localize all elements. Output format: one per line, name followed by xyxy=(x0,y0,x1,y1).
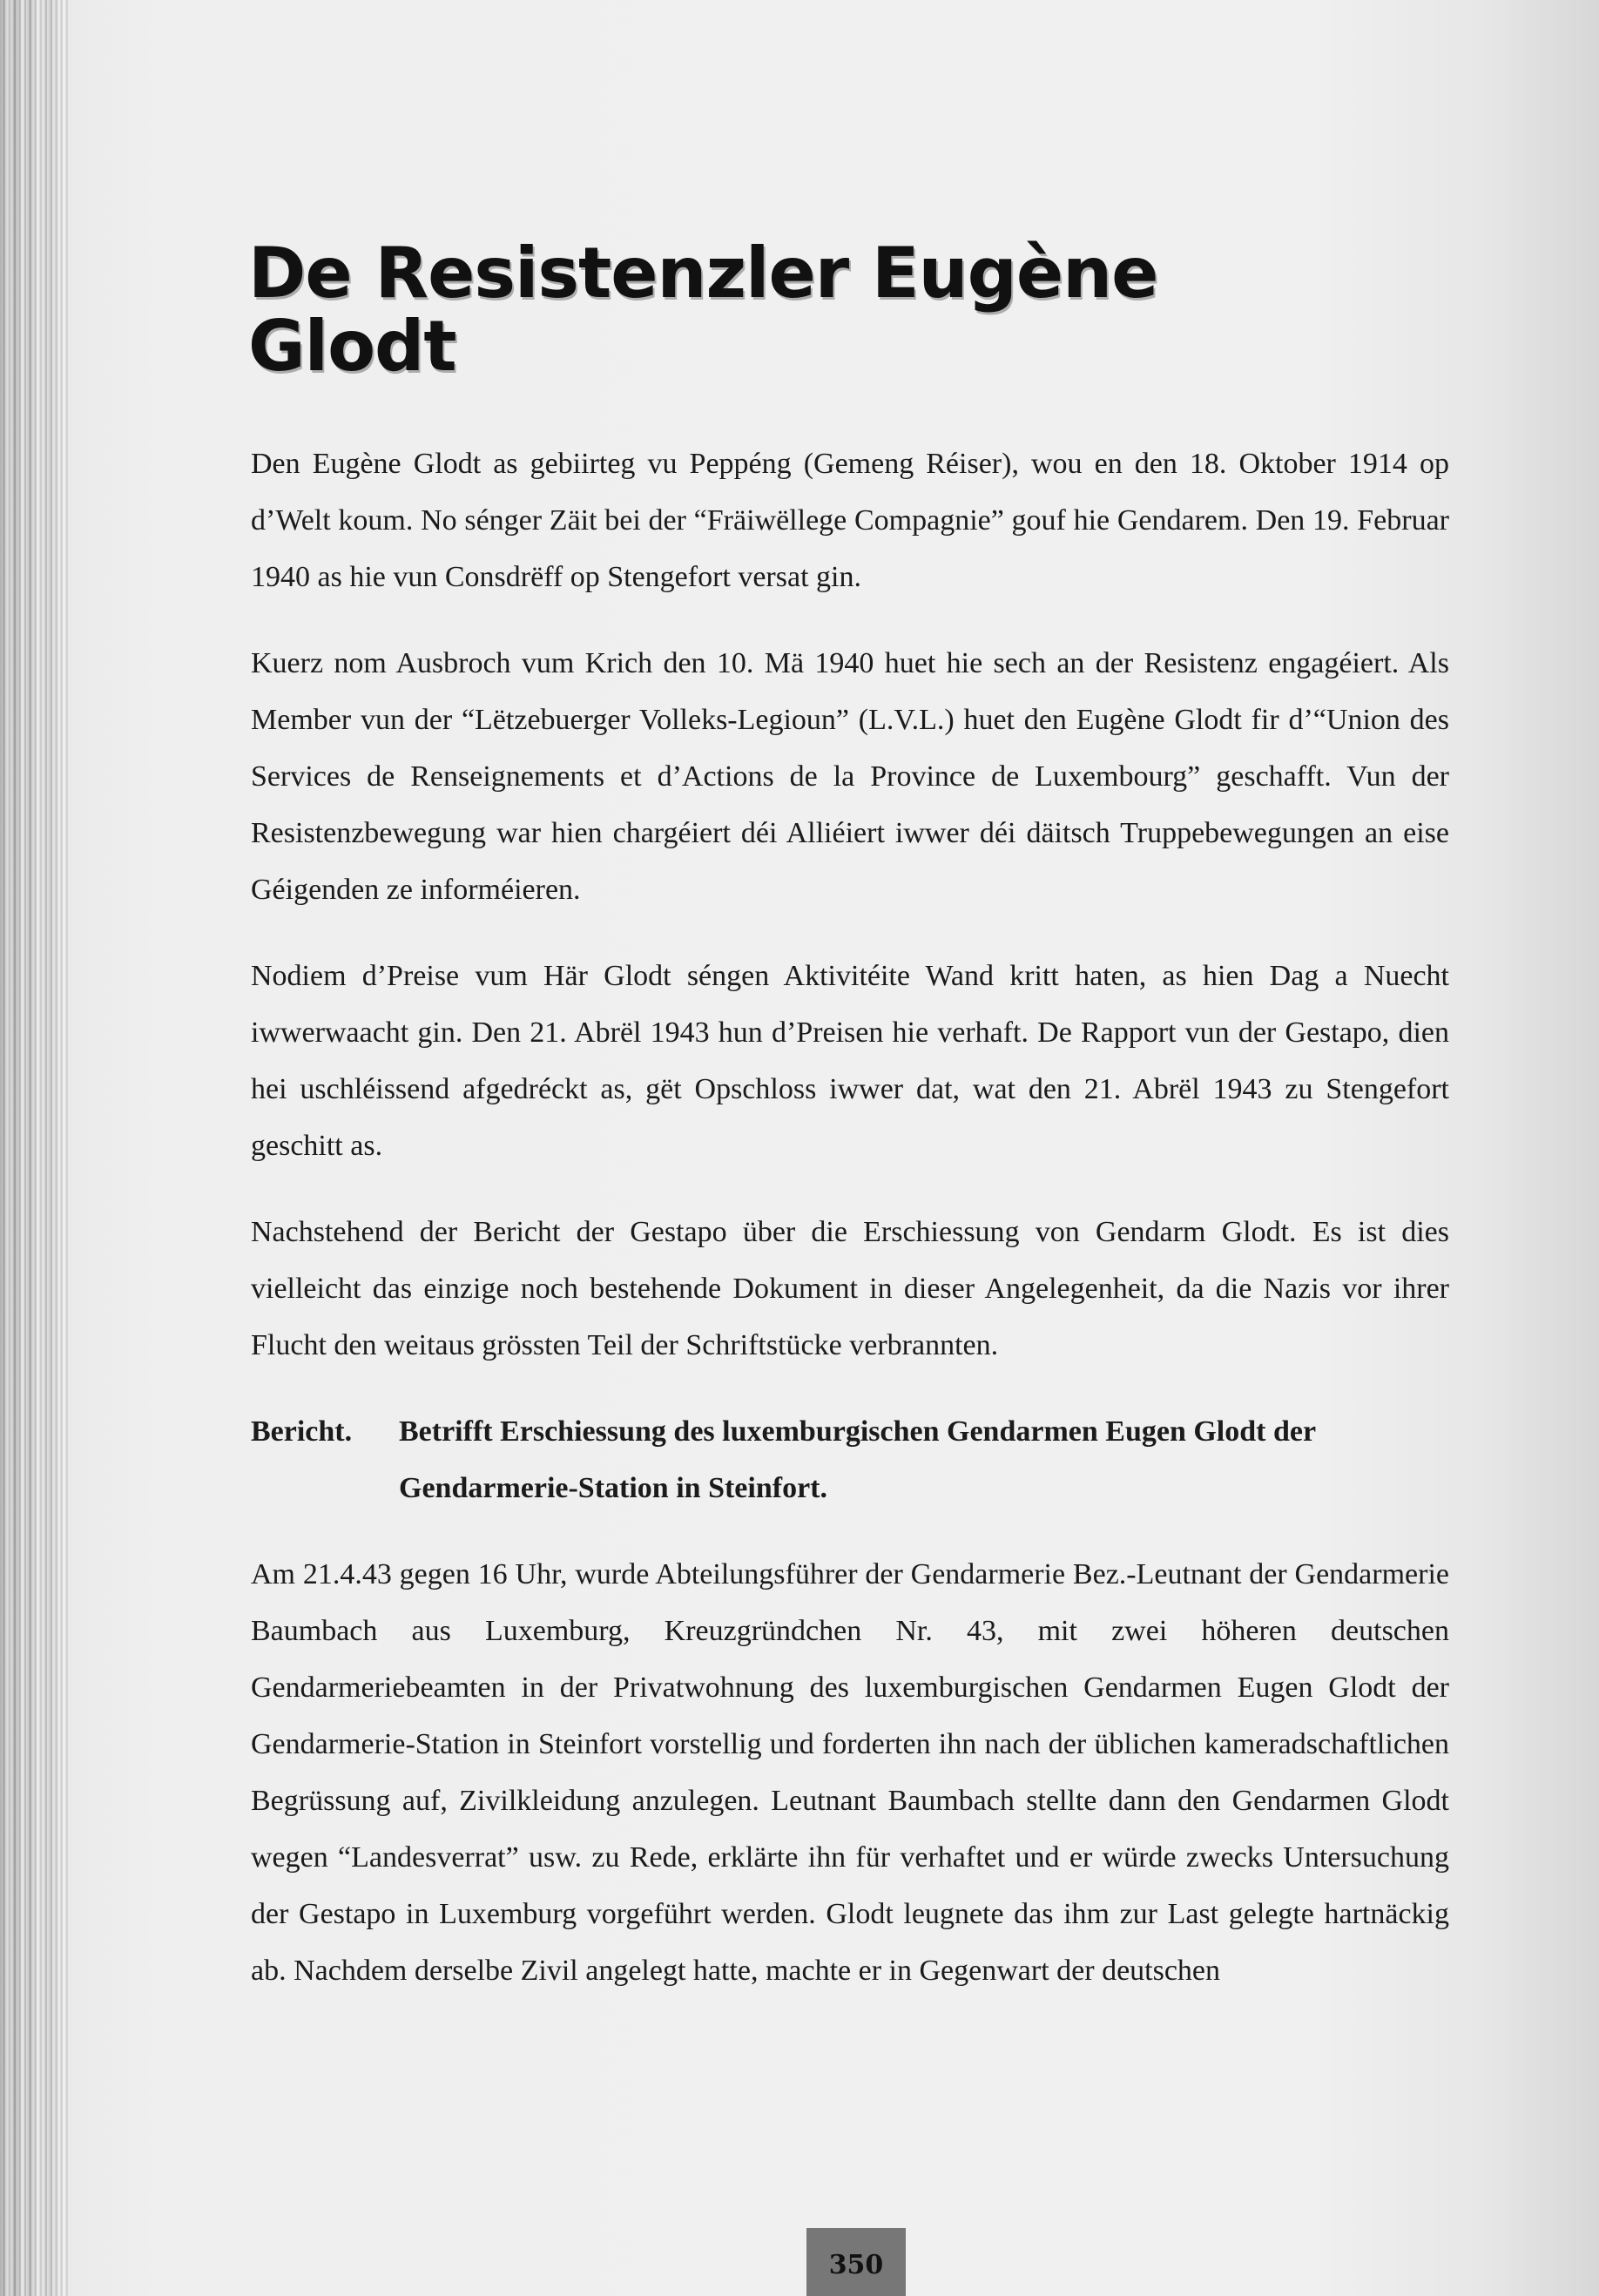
bericht-label: Bericht. xyxy=(251,1415,353,1448)
bericht-subject: Betrifft Erschiessung des luxemburgischen Gendarmen Eugen Glodt der Gendarmerie-Station in Steinfort. xyxy=(399,1415,1316,1504)
paragraph-4: Nachstehend der Bericht der Gestapo über die Erschiessung von Gendarm Glodt. Es ist dies vielleicht das einzige noch bestehende Dokument in dieser Angelegenheit, da die Nazis vor ihrer Flucht den weitaus grössten Teil der Schriftstücke verbrannten. xyxy=(251,1216,1449,1361)
page-title: De Resistenzler Eugène Glodt xyxy=(248,232,1158,387)
paragraph-1: Den Eugène Glodt as gebiirteg vu Peppéng (Gemeng Réiser), wou en den 18. Oktober 1914 op d’Welt koum. No sénger Zäit bei der “Fräiwëllege Compagnie” gouf hie Gendarem. Den 19. Februar 1940 as hie vun Consdrëff op Stengefort versat gin. xyxy=(251,448,1449,593)
page-edge xyxy=(0,0,68,2296)
paragraph-2: Kuerz nom Ausbroch vum Krich den 10. Mä 1940 huet hie sech an der Resistenz engagéiert. Als Member vun der “Lëtzebuerger Volleks-Legioun” (L.V.L.) huet den Eugène Glodt fir d’“Union des Services de Renseignements et d’Actions de la Province de Luxembourg” geschafft. Vun der Resistenzbewegung war hien chargéiert déi Alliéiert iwwer déi däitsch Truppebewegungen an eise Géigenden ze informéieren. xyxy=(251,647,1449,906)
article-body xyxy=(251,436,1449,2029)
bericht-heading xyxy=(251,1403,1449,1516)
page-number: 350 xyxy=(806,2228,906,2296)
report-paragraph: Am 21.4.43 gegen 16 Uhr, wurde Abteilungsführer der Gendarmerie Bez.-Leutnant der Gendarmerie Baumbach aus Luxemburg, Kreuzgründchen Nr. 43, mit zwei höheren deutschen Gendarmeriebeamten in der Privatwohnung des luxemburgischen Gendarmen Eugen Glodt der Gendarmerie-Station in Steinfort vorstellig und forderten ihn nach der üblichen kameradschaftlichen Begrüssung auf, Zivilkleidung anzulegen. Leutnant Baumbach stellte dann den Gendarmen Glodt wegen “Landesverrat” usw. zu Rede, erklärte ihn für verhaftet und er würde zwecks Untersuchung der Gestapo in Luxemburg vorgeführt werden. Glodt leugnete das ihm zur Last gelegte hartnäckig ab. Nachdem derselbe Zivil angelegt hatte, machte er in Gegenwart der deutschen xyxy=(251,1558,1449,1987)
paragraph-3: Nodiem d’Preise vum Här Glodt séngen Aktivitéite Wand kritt haten, as hien Dag a Nuecht iwwerwaacht gin. Den 21. Abrël 1943 hun d’Preisen hie verhaft. De Rapport vun der Gestapo, dien hei uschléissend afgedréckt as, gët Opschloss iwwer dat, wat den 21. Abrël 1943 zu Stengefort geschitt as. xyxy=(251,960,1449,1162)
